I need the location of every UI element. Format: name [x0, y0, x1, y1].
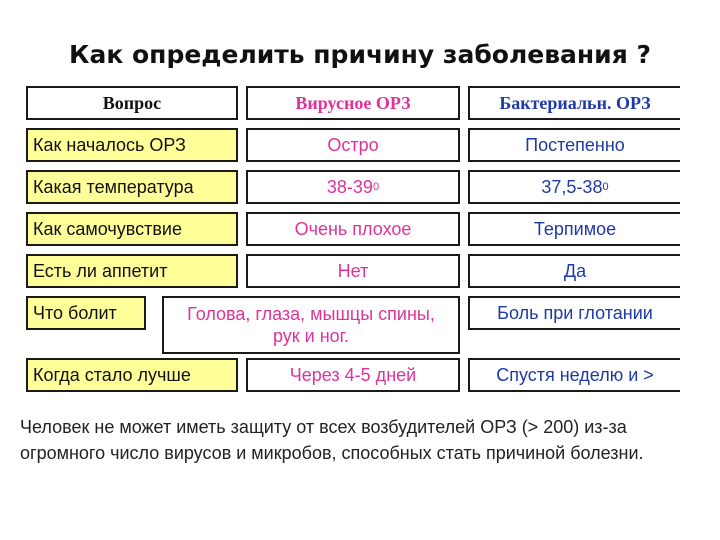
viral-temperature-value: 38-39: [326, 177, 373, 197]
header-question: Вопрос: [26, 86, 238, 120]
bacterial-appetite: Да: [468, 254, 680, 288]
question-recovery: Когда стало лучше: [26, 358, 238, 392]
bacterial-temperature: 37,5-38 0: [468, 170, 680, 204]
question-appetite: Есть ли аппетит: [26, 254, 238, 288]
viral-wellbeing: Очень плохое: [246, 212, 460, 246]
bacterial-recovery: Спустя неделю и >: [468, 358, 680, 392]
bacterial-pain: Боль при глотании: [468, 296, 680, 330]
viral-pain-line2: рук и ног.: [272, 326, 350, 346]
question-pain: Что болит: [26, 296, 146, 330]
header-viral: Вирусное ОРЗ: [246, 86, 460, 120]
viral-pain-line1: Голова, глаза, мышцы спины,: [187, 304, 435, 324]
bacterial-temperature-value: 37,5-38: [541, 177, 603, 197]
question-wellbeing: Как самочувствие: [26, 212, 238, 246]
viral-pain: [162, 296, 460, 354]
bacterial-onset: Постепенно: [468, 128, 680, 162]
viral-recovery: Через 4-5 дней: [246, 358, 460, 392]
viral-appetite: Нет: [246, 254, 460, 288]
question-onset: Как началось ОРЗ: [26, 128, 238, 162]
page-title: Как определить причину заболевания ?: [69, 40, 651, 69]
question-temperature: Какая температура: [26, 170, 238, 204]
bacterial-wellbeing: Терпимое: [468, 212, 680, 246]
footnote-text: Человек не может иметь защиту от всех возбудителей ОРЗ (> 200) из-за огромного число вирусов и микробов, способных стать причиной болезни.: [20, 417, 644, 463]
header-bacterial: Бактериальн. ОРЗ: [468, 86, 680, 120]
viral-temperature: 38-39 0: [246, 170, 460, 204]
viral-onset: Остро: [246, 128, 460, 162]
